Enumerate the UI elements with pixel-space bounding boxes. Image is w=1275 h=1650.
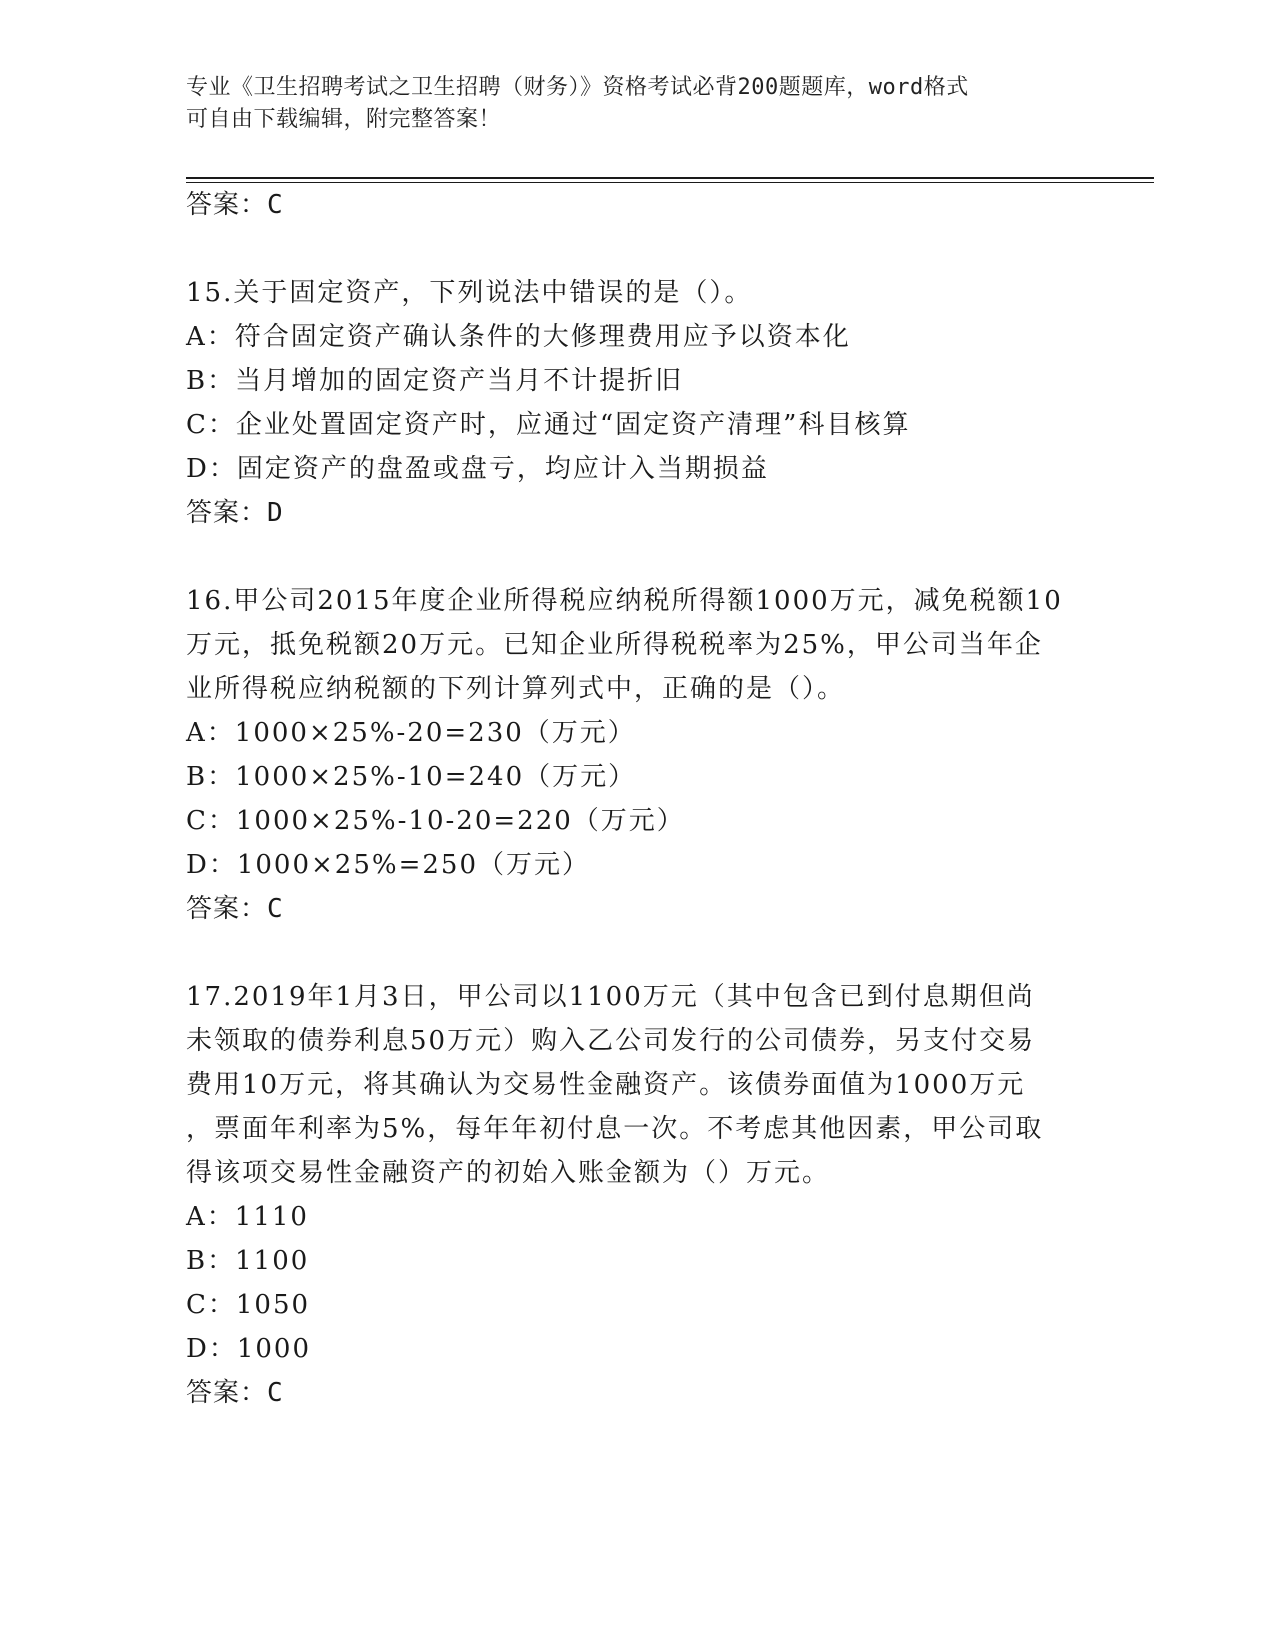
question-15-option-b: B：当月增加的固定资产当月不计提折旧 (186, 366, 684, 396)
question-15-answer: 答案：D (186, 498, 284, 528)
question-16-stem-line-1: 16.甲公司2015年度企业所得税应纳税所得额1000万元，减免税额10 (186, 586, 1063, 616)
question-17-option-d: D：1000 (186, 1334, 312, 1364)
page-header (186, 72, 1066, 136)
question-17-stem-line-4: ，票面年利率为5%，每年年初付息一次。不考虑其他因素，甲公司取 (186, 1114, 1044, 1144)
question-17-answer: 答案：C (186, 1378, 284, 1408)
question-15-option-a: A：符合固定资产确认条件的大修理费用应予以资本化 (186, 322, 851, 352)
question-16-option-a: A：1000×25%-20=230（万元） (186, 718, 636, 748)
question-16-option-c: C：1000×25%-10-20=220（万元） (186, 806, 685, 836)
question-16-stem-line-2: 万元，抵免税额20万元。已知企业所得税税率为25%，甲公司当年企 (186, 630, 1043, 660)
question-15-option-d: D：固定资产的盘盈或盘亏，均应计入当期损益 (186, 454, 769, 484)
header-line-1: 专业《卫生招聘考试之卫生招聘（财务）》资格考试必背200题题库，word格式 (186, 75, 969, 100)
question-17-stem-line-2: 未领取的债券利息50万元）购入乙公司发行的公司债券，另支付交易 (186, 1026, 1036, 1056)
question-16-option-b: B：1000×25%-10=240（万元） (186, 762, 637, 792)
question-16-stem-line-3: 业所得税应纳税额的下列计算列式中，正确的是（）。 (186, 674, 846, 704)
question-15-stem: 15.关于固定资产，下列说法中错误的是（）。 (186, 278, 753, 308)
question-17-option-a: A：1110 (186, 1202, 309, 1232)
answer-previous: 答案：C (186, 190, 284, 220)
question-16-option-d: D：1000×25%=250（万元） (186, 850, 590, 880)
header-divider-thick (186, 177, 1154, 179)
question-17-stem-line-5: 得该项交易性金融资产的初始入账金额为（）万元。 (186, 1158, 831, 1188)
question-17-option-b: B：1100 (186, 1246, 310, 1276)
question-17-stem-line-3: 费用10万元，将其确认为交易性金融资产。该债券面值为1000万元 (186, 1070, 1026, 1100)
header-divider-thin (186, 182, 1154, 183)
header-line-2: 可自由下载编辑，附完整答案！ (186, 107, 502, 132)
question-17-option-c: C：1050 (186, 1290, 311, 1320)
question-15-option-c: C：企业处置固定资产时，应通过“固定资产清理”科目核算 (186, 410, 911, 440)
question-17-stem-line-1: 17.2019年1月3日，甲公司以1100万元（其中包含已到付息期但尚 (186, 982, 1035, 1012)
question-16-answer: 答案：C (186, 894, 284, 924)
